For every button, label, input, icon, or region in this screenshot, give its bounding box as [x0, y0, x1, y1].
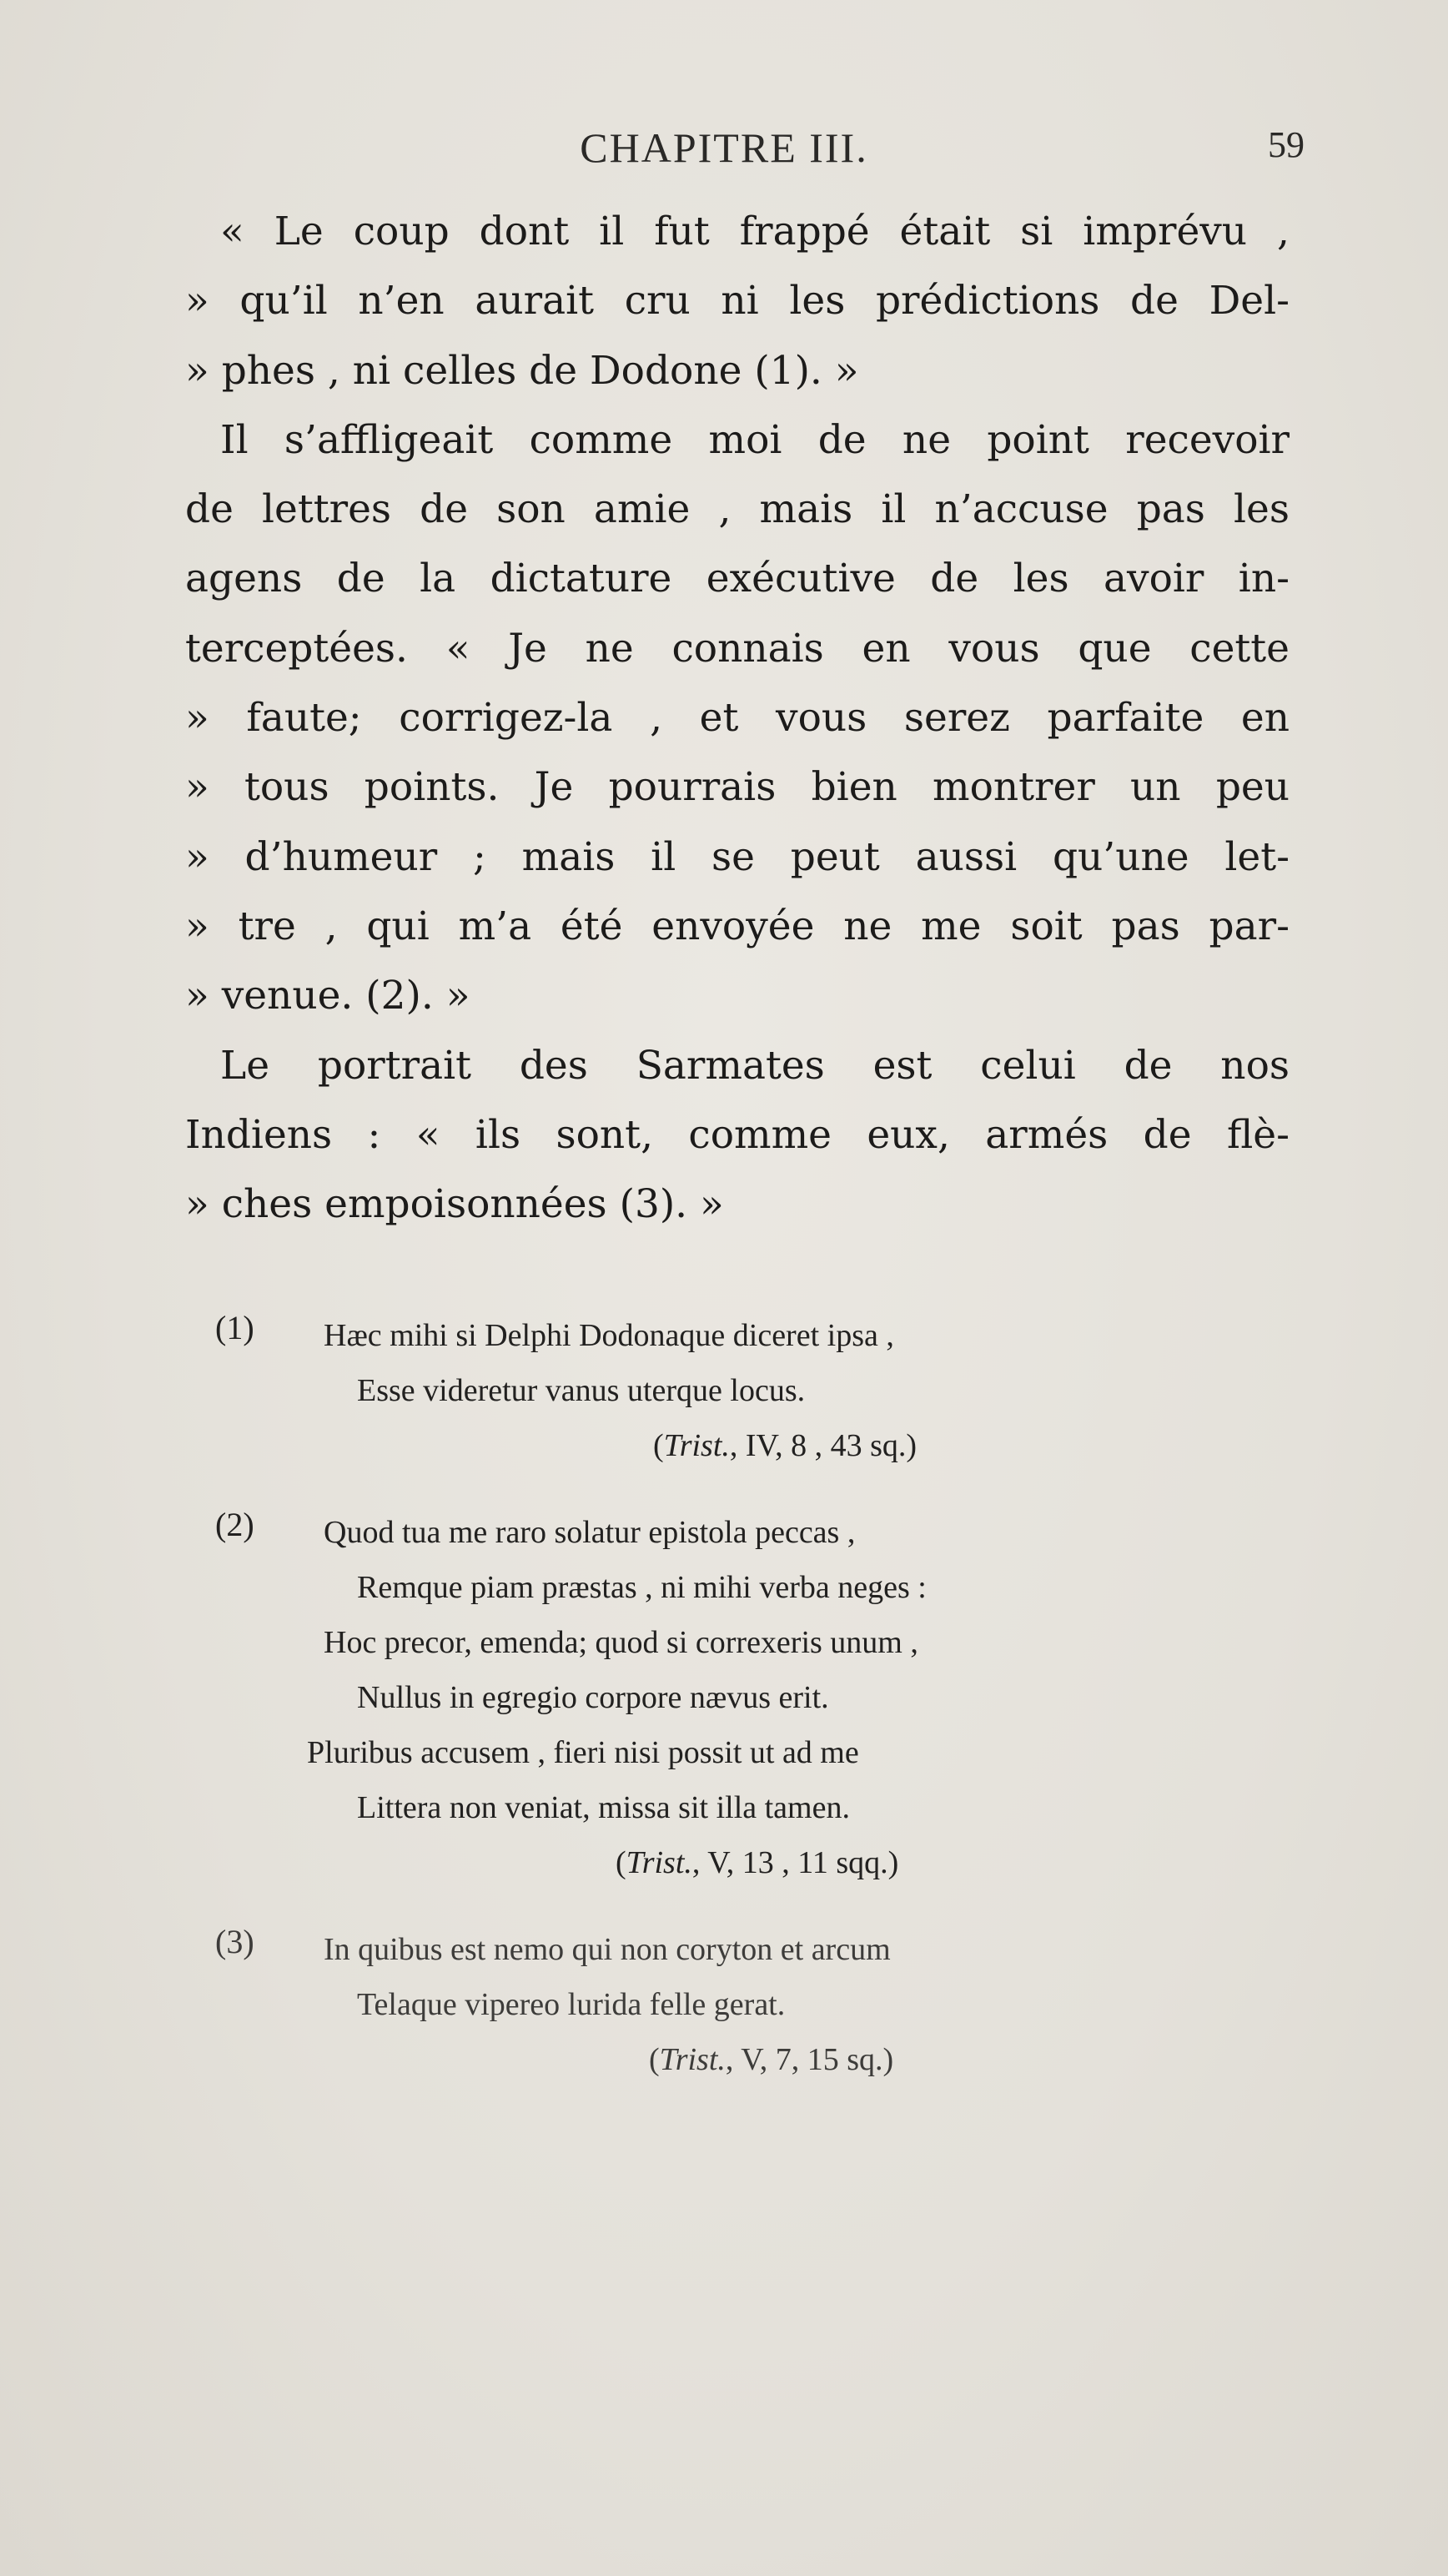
- footnote-marker: (1): [215, 1309, 254, 1346]
- footnote-1: [215, 1308, 1216, 1473]
- verse-line: Littera non veniat, missa sit illa tamen.: [357, 1790, 850, 1825]
- verse-line: Nullus in egregio corpore nævus erit.: [357, 1680, 829, 1715]
- footnote-3: [215, 1922, 1216, 2087]
- text-line: » d’humeur ; mais il se peut aussi qu’une let-: [185, 833, 1290, 880]
- citation: (Trist., IV, 8 , 43 sq.): [653, 1428, 918, 1463]
- footnote-marker: (3): [215, 1923, 254, 1960]
- text-line: de lettres de son amie , mais il n’accuse pas les: [185, 486, 1290, 533]
- citation: (Trist., V, 13 , 11 sqq.): [616, 1845, 899, 1880]
- citation-ref: , V, 7, 15 sq.): [725, 2042, 894, 2077]
- verse-line: Esse videretur vanus uterque locus.: [357, 1373, 806, 1408]
- text-line: « Le coup dont il fut frappé était si imprévu ,: [220, 209, 1290, 254]
- footnote-2: [215, 1505, 1216, 1890]
- citation-ref: , IV, 8 , 43 sq.): [729, 1428, 918, 1463]
- citation-work: Trist.: [663, 1428, 730, 1463]
- verse-line: Hoc precor, emenda; quod si correxeris unum ,: [324, 1625, 918, 1660]
- page-header: [0, 123, 1448, 182]
- verse-line: In quibus est nemo qui non coryton et arcum: [324, 1932, 891, 1967]
- verse-line: Quod tua me raro solatur epistola peccas ,: [324, 1515, 856, 1550]
- citation-work: Trist.: [659, 2042, 726, 2077]
- citation-ref: , V, 13 , 11 sqq.): [691, 1845, 899, 1880]
- footnote-marker: (2): [215, 1506, 254, 1543]
- text-line: Indiens : « ils sont, comme eux, armés de flè-: [185, 1111, 1290, 1158]
- citation-work: Trist.: [626, 1845, 692, 1880]
- verse-line: Hæc mihi si Delphi Dodonaque diceret ipsa ,: [324, 1318, 894, 1353]
- main-text: [185, 197, 1290, 1239]
- text-line: » ches empoisonnées (3). »: [185, 1181, 724, 1228]
- text-line: Il s’affligeait comme moi de ne point recevoir: [220, 416, 1290, 463]
- text-line: » tre , qui m’a été envoyée ne me soit pas par-: [185, 903, 1290, 949]
- text-line: » qu’il n’en aurait cru ni les prédictions de Del-: [185, 278, 1290, 325]
- text-line: » tous points. Je pourrais bien montrer un peu: [185, 764, 1290, 811]
- text-line: » phes , ni celles de Dodone (1). »: [185, 347, 859, 394]
- verse-line: Remque piam præstas , ni mihi verba neges :: [357, 1570, 927, 1605]
- text-line: agens de la dictature exécutive de les avoir in-: [185, 556, 1290, 602]
- citation: (Trist., V, 7, 15 sq.): [649, 2042, 894, 2077]
- running-title: CHAPITRE III.: [580, 124, 868, 171]
- footnotes: [215, 1308, 1216, 2119]
- text-line: » venue. (2). »: [185, 973, 470, 1019]
- text-line: terceptées. « Je ne connais en vous que cette: [185, 625, 1290, 672]
- text-line: » faute; corrigez-la , et vous serez parfaite en: [185, 695, 1290, 742]
- page-number: 59: [1268, 124, 1305, 165]
- verse-line: Telaque vipereo lurida felle gerat.: [357, 1987, 786, 2022]
- verse-line: Pluribus accusem , fieri nisi possit ut ad me: [307, 1735, 859, 1770]
- text-line: Le portrait des Sarmates est celui de nos: [220, 1042, 1290, 1089]
